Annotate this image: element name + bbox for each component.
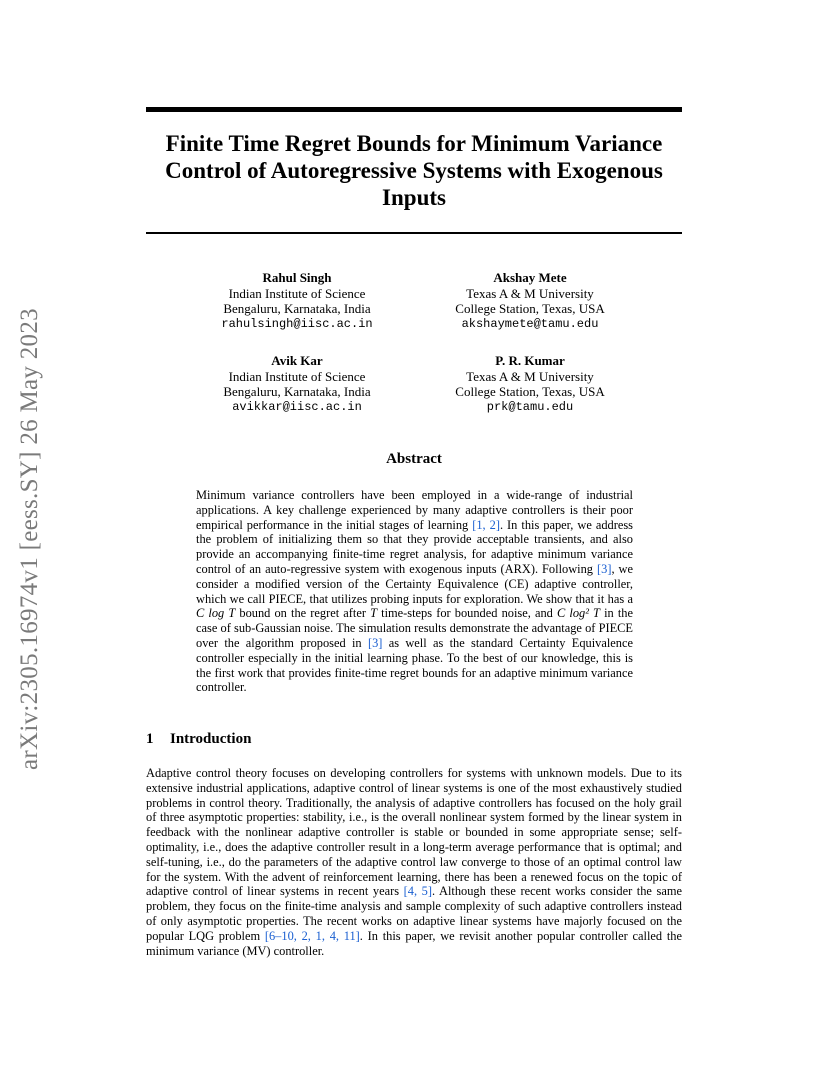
section-number: 1 [146, 731, 154, 747]
arxiv-identifier: arXiv:2305.16974v1 [eess.SY] 26 May 2023 [16, 308, 43, 770]
author-affiliation: Indian Institute of Science [228, 285, 366, 301]
title-bottom-rule [146, 232, 682, 234]
author-location: Bengaluru, Karnataka, India [223, 384, 371, 399]
citation-link[interactable]: [3] [597, 561, 612, 576]
author-location: College Station, Texas, USA [455, 301, 605, 316]
abstract-text-part: as well as the standard Certainty Equivalence controller especially in the initial learning phase. To the best of our knowledge, this is the first work that provides finite-time regret bounds for an adaptive minimum variance controller. [196, 635, 633, 695]
author-name: Rahul Singh [262, 270, 332, 285]
abstract-text-part: Minimum variance controllers have been employed in a wide-range of industrial applications. A key challenge experienced by many adaptive controllers is their poor empirical performance in the initial stages of learning [196, 488, 633, 532]
section-title: Introduction [170, 731, 252, 747]
author-block [415, 353, 645, 415]
math-expression: C log T [196, 606, 236, 621]
introduction-text [146, 766, 682, 958]
abstract-text [196, 488, 633, 695]
author-email[interactable]: avikkar@iisc.ac.in [232, 399, 362, 414]
intro-text-part: . Although these recent works consider the same problem, they focus on the finite-time analysis and sample complexity of such adaptive controllers instead of only asymptotic properties. The recent works on adaptive linear systems have majorly focused on the popular LQG problem [146, 884, 682, 943]
abstract-text-part: . In this paper, we address the problem of initializing them so that they provide acceptable transients, and also provide an accompanying finite-time regret analysis, for adaptive minimum variance control of an auto-regressive system with exogenous inputs (ARX). Following [196, 517, 633, 576]
author-name: Avik Kar [271, 353, 323, 368]
abstract-heading: Abstract [386, 451, 442, 467]
author-affiliation: Indian Institute of Science [228, 368, 366, 384]
author-affiliation: Texas A & M University [466, 285, 594, 301]
author-affiliation: Texas A & M University [466, 368, 594, 384]
math-expression: C log² T [556, 606, 600, 621]
paper-title: Finite Time Regret Bounds for Minimum Variance Control of Autoregressive Systems with Exogenous Inputs [165, 131, 663, 210]
title-top-rule [146, 107, 682, 112]
author-name: P. R. Kumar [495, 353, 565, 368]
author-email[interactable]: prk@tamu.edu [486, 399, 574, 414]
intro-text-part: Adaptive control theory focuses on developing controllers for systems with unknown models. Due to its extensive industrial applications, adaptive control of linear systems is one of the most exhaustively studied problems in control theory. Traditionally, the analysis of adaptive controllers has focused on the holy grail of three asymptotic properties: stability, i.e., is the overall nonlinear system formed by the linear system in feedback with the nonlinear adaptive controller is stable or bounded in some appropriate sense; self-optimality, i.e., does the adaptive controller result in a long-term average performance that is optimal; and self-tuning, i.e., do the parameters of the adaptive control law converge to those of an optimal control law for the system. With the advent of reinforcement learning, there has been a renewed focus on the topic of adaptive control of linear systems in recent years [146, 766, 682, 899]
abstract-text-part: , we consider a modified version of the Certainty Equivalence (CE) adaptive controller, which we call PIECE, that utilizes probing inputs for exploration. We show that it has a [196, 561, 633, 606]
citation-link[interactable]: [1, 2] [472, 517, 500, 532]
abstract-text-part: time-steps for bounded noise, and [377, 606, 557, 621]
author-block [415, 270, 645, 332]
author-email[interactable]: akshaymete@tamu.edu [461, 316, 599, 331]
abstract-text-part: bound on the regret after [235, 606, 371, 621]
author-email[interactable]: rahulsingh@iisc.ac.in [221, 316, 373, 331]
author-block [182, 353, 412, 415]
author-location: Bengaluru, Karnataka, India [223, 301, 371, 316]
section-heading-introduction [146, 731, 251, 748]
author-location: College Station, Texas, USA [455, 384, 605, 399]
citation-link[interactable]: [4, 5] [403, 884, 432, 899]
math-expression: T [370, 606, 378, 621]
author-name: Akshay Mete [493, 270, 567, 285]
abstract-text-part: in the case of sub-Gaussian noise. The simulation results demonstrate the advantage of PIECE over the algorithm proposed in [196, 606, 633, 650]
citation-link[interactable]: [3] [367, 635, 383, 650]
citation-link[interactable]: [6–10, 2, 1, 4, 11] [264, 928, 360, 943]
author-block [182, 270, 412, 332]
intro-text-part: . In this paper, we revisit another popular controller called the minimum variance (MV) controller. [146, 928, 683, 958]
